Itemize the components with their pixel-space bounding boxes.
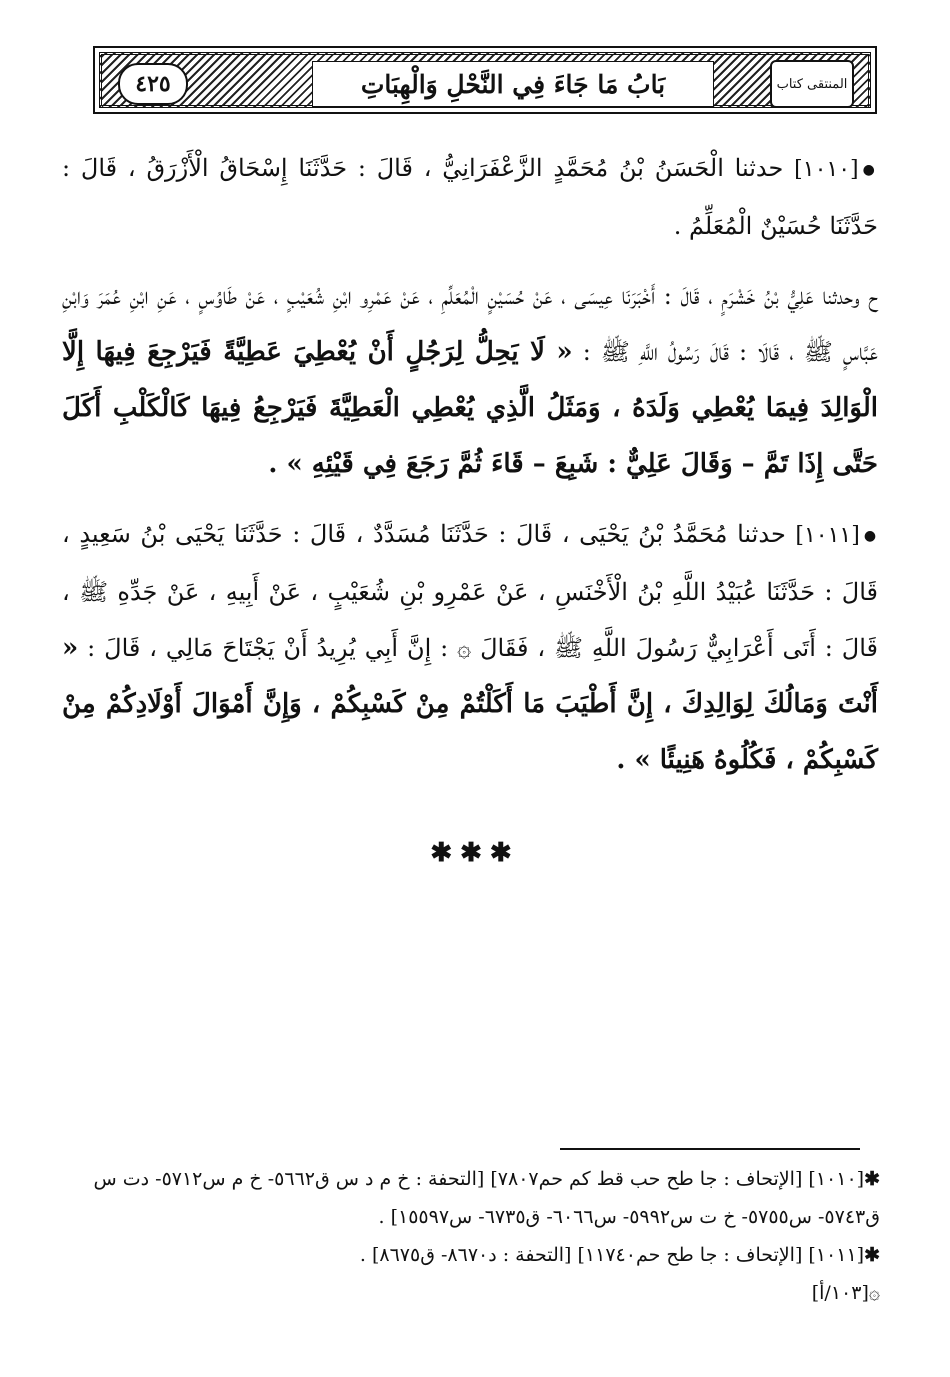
hadith-entry-1011	[62, 506, 878, 788]
isnad-text: ح وحدثنا عَلِيُّ بْنُ خَشْرَمٍ ، قَالَ : أَخْبَرَنَا عِيسَى ، عَنْ حُسَيْنٍ الْمُعَلِّمِ ، عَنْ عَمْرِو ابْنِ شُعَيْبٍ ، عَنْ طَاوُسٍ ، عَنِ ابْنِ عُمَرَ وَابْنِ عَبَّاسٍ ﷺ ، قَالَا : قَالَ رَسُولُ اللَّهِ ﷺ :	[62, 282, 879, 366]
matn-text: « أَنْتَ وَمَالُكَ لِوَالِدِكَ ، إِنَّ أَطْيَبَ مَا أَكَلْتُمْ مِنْ كَسْبِكُمْ ، وَإِنَّ أَمْوَالَ أَوْلَادِكُمْ مِنْ كَسْبِكُمْ ، فَكُلُوهُ هَنِيئًا » .	[62, 633, 878, 775]
hadith-entry-1010-chain-b	[62, 268, 878, 492]
bullet-icon: ●	[862, 161, 878, 178]
folio-mark-icon: ۞	[868, 1282, 880, 1304]
footnote-divider	[560, 1148, 860, 1150]
header-ornamental-frame	[99, 52, 871, 108]
footnotes	[90, 1160, 880, 1312]
isnad-text: حدثنا الْحَسَنُ بْنُ مُحَمَّدٍ الزَّعْفَرَانِيُّ ، قَالَ : حَدَّثَنَا إِسْحَاقُ الْأَزْرَقُ ، قَالَ : حَدَّثَنَا حُسَيْنٌ الْمُعَلِّمُ .	[62, 154, 878, 240]
footnote-1011	[90, 1236, 880, 1274]
asterisk-icon: ✱	[864, 1244, 880, 1266]
folio-reference: [١٠٣/أ]	[811, 1282, 869, 1304]
chapter-title: بَابُ مَا جَاءَ فِي النَّحْلِ وَالْهِبَاتِ	[312, 61, 714, 107]
hadith-number: [١٠١١]	[795, 523, 860, 548]
asterisk-icon: ✱	[864, 1168, 880, 1190]
bullet-icon: ●	[863, 527, 878, 544]
footnote-1010	[90, 1160, 880, 1236]
page-number: ٤٢٥	[118, 63, 188, 105]
isnad-text: حدثنا مُحَمَّدُ بْنُ يَحْيَى ، قَالَ : حَدَّثَنَا مُسَدَّدٌ ، قَالَ : حَدَّثَنَا يَحْيَى بْنُ سَعِيدٍ ، قَالَ : حَدَّثَنَا عُبَيْدُ اللَّهِ بْنُ الْأَخْنَسِ ، عَنْ عَمْرِو بْنِ شُعَيْبٍ ، عَنْ أَبِيهِ ، عَنْ جَدِّهِ ﷺ ، قَالَ : أَتَى أَعْرَابِيٌّ رَسُولَ اللَّهِ ﷺ ، فَقَالَ ۞ : إِنَّ أَبِي يُرِيدُ أَنْ يَجْتَاحَ مَالِي ، قَالَ :	[62, 520, 878, 662]
footnote-text: [١٠١٠] [الإتحاف : جا طح حب قط كم حم٧٨٠٧] [التحفة : خ م د س ق٥٦٦٢- خ م س٥٧١٢- دت س ق٥٧٤٣- س٥٧٥٥- خ ت س٥٩٩٢- س٦٠٦٦- ق٦٧٣٥- س١٥٥٩٧] .	[93, 1168, 880, 1228]
hadith-number: [١٠١٠]	[794, 157, 859, 182]
publisher-logo: المنتقى كتاب	[770, 60, 854, 108]
page-header	[93, 46, 877, 114]
hadith-entry-1010	[62, 140, 878, 254]
footnote-folio	[90, 1274, 880, 1312]
matn-text: « لَا يَحِلُّ لِرَجُلٍ أَنْ يُعْطِيَ عَطِيَّةً فَيَرْجِعَ فِيهَا إِلَّا الْوَالِدَ فِيمَا يُعْطِي وَلَدَهُ ، وَمَثَلُ الَّذِي يُعْطِي الْعَطِيَّةَ فَيَرْجِعُ فِيهَا كَالْكَلْبِ أَكَلَ حَتَّى إِذَا تَمَّ – وَقَالَ عَلِيٌّ : شَبِعَ – قَاءَ ثُمَّ رَجَعَ فِي قَيْئِهِ » .	[62, 337, 878, 479]
main-text	[62, 140, 878, 802]
section-separator: ✱✱✱	[430, 838, 520, 868]
footnote-text: [١٠١١] [الإتحاف : جا طح حم١١٧٤٠] [التحفة : د٨٦٧٠- ق٨٦٧٥] .	[359, 1244, 865, 1266]
